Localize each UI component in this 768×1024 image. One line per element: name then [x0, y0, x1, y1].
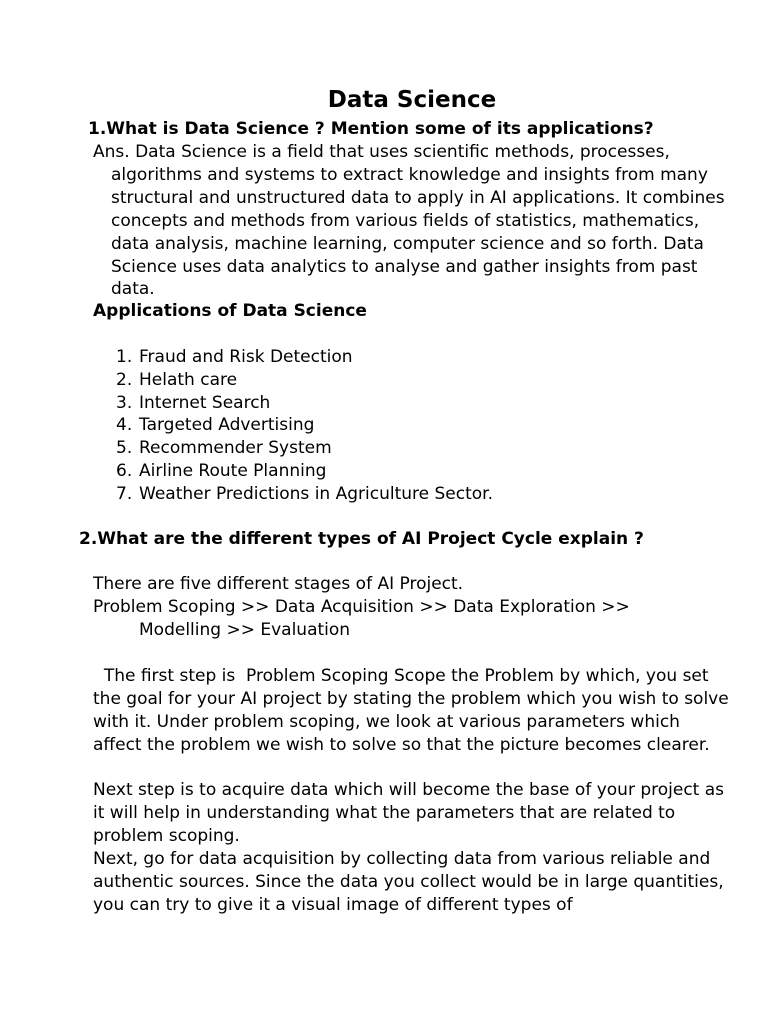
list-item-text: Weather Predictions in Agriculture Sector.: [139, 483, 493, 504]
document-title: Data Science: [327, 87, 497, 113]
list-item-text: Fraud and Risk Detection: [139, 347, 353, 367]
ai-project-stages-line-2: Modelling >> Evaluation: [139, 620, 351, 640]
answer-1-first-line: Ans. Data Science is a field that uses scientific methods, processes,: [93, 142, 670, 162]
list-item: [116, 346, 493, 369]
list-item-text: Targeted Advertising: [139, 415, 315, 436]
applications-heading: Applications of Data Science: [93, 301, 367, 321]
list-item-number: 1.: [116, 347, 133, 367]
list-item-text: Recommender System: [139, 438, 332, 458]
problem-scoping-paragraph: The first step is Problem Scoping Scope the Problem by which, you set the goal for your AI project by stating the problem which you wish to solve with it. Under problem scoping, we look at various parameters which affect the problem we wish to solve so that the picture becomes clearer.: [93, 666, 735, 755]
list-item-number: 4.: [116, 415, 133, 436]
list-item: [116, 369, 493, 392]
data-collection-paragraph: Next, go for data acquisition by collecting data from various reliable and authentic sources. Since the data you collect would be in large quantities, you can try to give it a visual image of different types of: [93, 849, 724, 915]
list-item: [116, 414, 493, 437]
question-2: 2.What are the different types of AI Project Cycle explain ?: [79, 529, 644, 549]
list-item: [116, 460, 493, 483]
question-1: 1.What is Data Science ? Mention some of its applications?: [88, 119, 654, 139]
applications-list: [116, 346, 493, 505]
list-item: [116, 392, 493, 415]
list-item-text: Helath care: [139, 369, 238, 390]
list-item-text: Internet Search: [139, 392, 271, 413]
ai-project-stages-line-1: Problem Scoping >> Data Acquisition >> Data Exploration >>: [93, 597, 630, 617]
list-item: [116, 483, 493, 506]
answer-1-body: algorithms and systems to extract knowledge and insights from many structural and unstructured data to apply in AI applications. It combines concepts and methods from various fields of statistics, mathematics, data analysis, machine learning, computer science and so forth. Data Science uses data analytics to analyse and gather insights from past data.: [111, 164, 725, 300]
list-item-text: Airline Route Planning: [139, 460, 327, 481]
list-item-number: 6.: [116, 460, 133, 481]
list-item-number: 7.: [116, 483, 133, 504]
list-item-number: 3.: [116, 392, 133, 413]
ai-project-intro: There are five different stages of AI Project.: [93, 574, 464, 594]
list-item-number: 5.: [116, 438, 133, 458]
list-item: [116, 437, 493, 460]
list-item-number: 2.: [116, 369, 133, 390]
answer-1: [93, 141, 733, 301]
data-acquisition-paragraph: Next step is to acquire data which will become the base of your project as it will help in understanding what the parameters that are related to problem scoping.: [93, 780, 725, 846]
